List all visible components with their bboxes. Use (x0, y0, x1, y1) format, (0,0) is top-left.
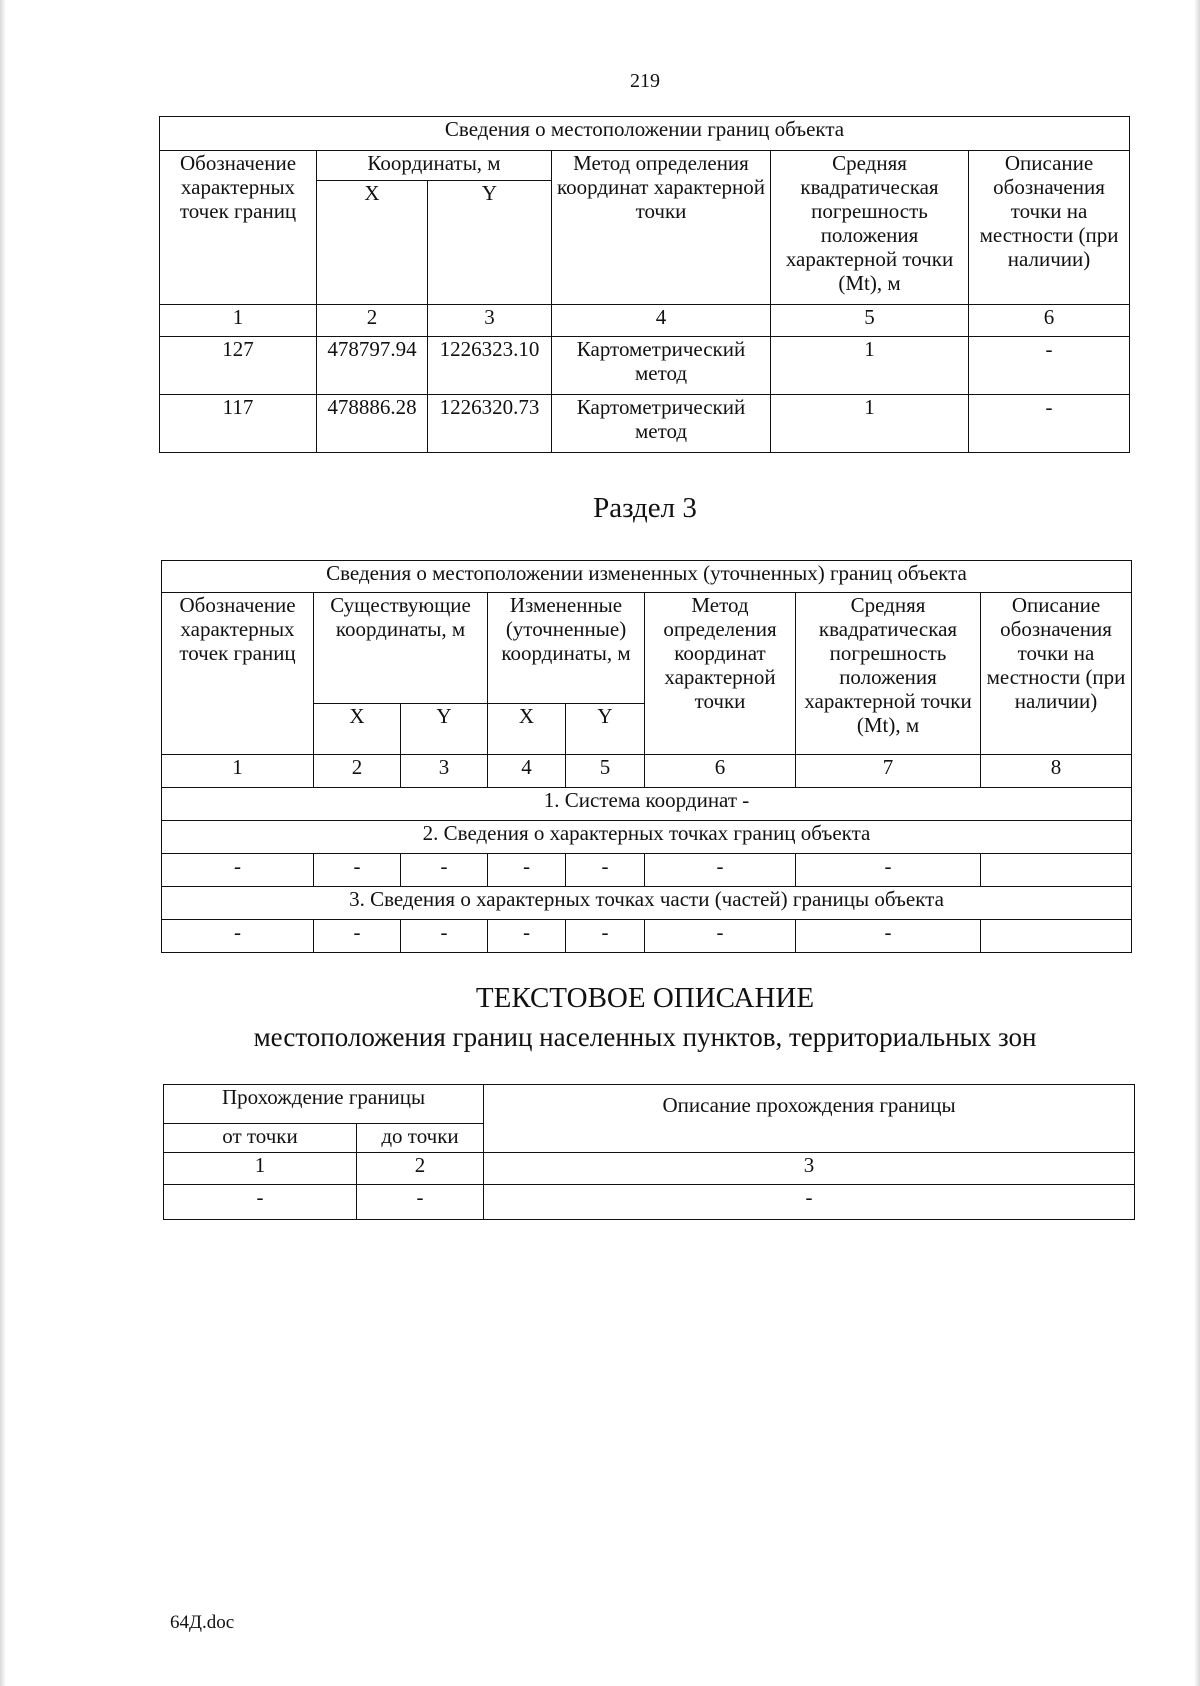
header-coordinates: Координаты, м (317, 151, 552, 181)
cell-error: 1 (771, 395, 969, 453)
cell: - (566, 920, 645, 953)
boundary-passage-table (163, 1084, 1135, 1220)
header-y: Y (401, 704, 488, 755)
cell: - (796, 920, 981, 953)
cell-description: - (969, 337, 1130, 395)
table-title: Сведения о местоположении измененных (уточненных) границ объекта (162, 561, 1132, 593)
cell: - (645, 920, 796, 953)
cell (981, 920, 1132, 953)
header-method: Метод определения координат характерной точки (552, 151, 771, 305)
cell: - (401, 854, 488, 887)
cell-method: Картометрический метод (552, 395, 771, 453)
column-number: 7 (796, 755, 981, 788)
column-number: 6 (969, 305, 1130, 337)
scan-edge-right (1194, 0, 1200, 1686)
header-description: Описание обозначения точки на местности (при наличии) (969, 151, 1130, 305)
cell: - (357, 1185, 484, 1220)
cell: - (314, 920, 401, 953)
table-row (162, 920, 1132, 953)
cell: - (314, 854, 401, 887)
cell: - (796, 854, 981, 887)
column-number: 5 (566, 755, 645, 788)
cell-description: - (969, 395, 1130, 453)
text-description-subheading: местоположения границ населенных пунктов, территориальных зон (253, 1022, 1037, 1052)
section-row: 2. Сведения о характерных точках границ объекта (162, 821, 1132, 854)
header-existing-coordinates: Существующие координаты, м (314, 593, 488, 704)
column-number: 3 (401, 755, 488, 788)
header-error: Средняя квадратическая погрешность положения характерной точки (Mt), м (771, 151, 969, 305)
header-error: Средняя квадратическая погрешность положения характерной точки (Mt), м (796, 593, 981, 755)
cell: - (401, 920, 488, 953)
column-number: 2 (357, 1153, 484, 1185)
cell-x: 478797.94 (317, 337, 428, 395)
coordinate-system-row: 1. Система координат - (162, 788, 1132, 821)
header-passage-description: Описание прохождения границы (484, 1085, 1135, 1153)
page-number: 219 (630, 70, 660, 92)
column-number: 8 (981, 755, 1132, 788)
header-designation: Обозначение характерных точек границ (162, 593, 314, 755)
header-x: X (317, 181, 428, 305)
cell-x: 478886.28 (317, 395, 428, 453)
table-title: Сведения о местоположении границ объекта (160, 117, 1130, 151)
column-number: 2 (317, 305, 428, 337)
cell: - (566, 854, 645, 887)
cell-y: 1226320.73 (428, 395, 552, 453)
column-number: 5 (771, 305, 969, 337)
section-row: 3. Сведения о характерных точках части (частей) границы объекта (162, 887, 1132, 920)
column-number: 3 (428, 305, 552, 337)
cell-method: Картометрический метод (552, 337, 771, 395)
scan-edge-left (0, 0, 6, 1686)
column-number: 3 (484, 1153, 1135, 1185)
header-changed-coordinates: Измененные (уточненные) координаты, м (488, 593, 645, 704)
boundary-location-table (159, 116, 1130, 453)
column-number: 4 (552, 305, 771, 337)
cell: - (484, 1185, 1135, 1220)
cell: - (645, 854, 796, 887)
header-x: X (314, 704, 401, 755)
column-number: 1 (160, 305, 317, 337)
cell: - (162, 854, 314, 887)
header-from-point: от точки (164, 1124, 357, 1153)
column-number: 6 (645, 755, 796, 788)
cell: - (164, 1185, 357, 1220)
cell: - (488, 920, 566, 953)
column-number: 4 (488, 755, 566, 788)
header-y: Y (428, 181, 552, 305)
table-row (162, 854, 1132, 887)
cell: - (162, 920, 314, 953)
changed-boundary-table (161, 560, 1132, 953)
cell (981, 854, 1132, 887)
header-passage: Прохождение границы (164, 1085, 484, 1124)
header-method: Метод определения координат характерной точки (645, 593, 796, 755)
header-to-point: до точки (357, 1124, 484, 1153)
cell-point: 127 (160, 337, 317, 395)
header-x: X (488, 704, 566, 755)
header-designation: Обозначение характерных точек границ (160, 151, 317, 305)
cell-y: 1226323.10 (428, 337, 552, 395)
header-y: Y (566, 704, 645, 755)
header-description: Описание обозначения точки на местности (при наличии) (981, 593, 1132, 755)
cell-error: 1 (771, 337, 969, 395)
cell-point: 117 (160, 395, 317, 453)
column-number: 2 (314, 755, 401, 788)
text-description-heading: ТЕКСТОВОЕ ОПИСАНИЕ (475, 982, 815, 1014)
document-filename: 64Д.doc (170, 1612, 235, 1633)
column-number: 1 (164, 1153, 357, 1185)
section-title: Раздел 3 (593, 492, 697, 524)
table-row (164, 1185, 1135, 1220)
table-row (160, 395, 1130, 453)
cell: - (488, 854, 566, 887)
table-row (160, 337, 1130, 395)
column-number: 1 (162, 755, 314, 788)
